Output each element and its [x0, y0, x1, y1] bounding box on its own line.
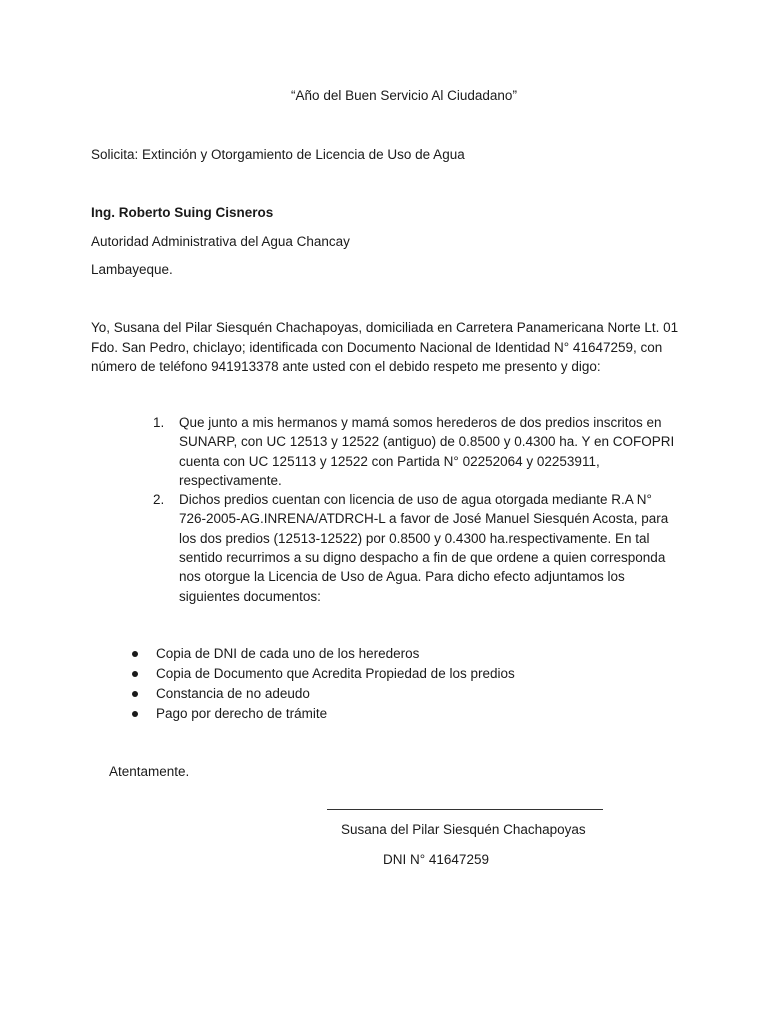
- bullet-icon: [132, 651, 138, 657]
- attachment-label: Pago por derecho de trámite: [156, 706, 328, 721]
- intro-line: número de teléfono 941913378 ante usted con el debido respeto me presento y digo:: [91, 359, 601, 374]
- item-line: Dichos predios cuentan con licencia de uso de agua otorgada mediante R.A N°: [179, 492, 652, 508]
- intro-line: Fdo. San Pedro, chiclayo; identificada con Documento Nacional de Identidad N° 41647259, con: [91, 339, 663, 355]
- item-line: 726-2005-AG.INRENA/ATDRCH-L a favor de José Manuel Siesquén Acosta, para: [179, 511, 669, 527]
- numbered-item: [0, 490, 768, 606]
- attachments-list: [0, 644, 768, 724]
- item-line: nos otorgue la Licencia de Uso de Agua. Para dicho efecto adjuntamos los: [179, 569, 625, 585]
- item-line: siguientes documentos:: [179, 588, 321, 604]
- addressee-organization: Autoridad Administrativa del Agua Chancay: [91, 234, 350, 249]
- attachment-item: [0, 704, 768, 724]
- signer-name: Susana del Pilar Siesquén Chachapoyas: [341, 822, 586, 837]
- numbered-item: [0, 413, 768, 490]
- item-line: los dos predios (12513-12522) por 0.8500 y 0.4300 ha.respectivamente. En tal: [179, 530, 650, 546]
- signer-dni: DNI N° 41647259: [383, 852, 489, 867]
- bullet-icon: [132, 671, 138, 677]
- attachment-item: [0, 664, 768, 684]
- numbered-list: [0, 413, 768, 606]
- item-line: sentido recurrimos a su digno despacho a fin de que ordene a quien corresponda: [179, 550, 666, 566]
- addressee-name: Ing. Roberto Suing Cisneros: [91, 205, 274, 220]
- item-line: SUNARP, con UC 12513 y 12522 (antiguo) de 0.8500 y 0.4300 ha. Y en COFOPRI: [179, 434, 675, 450]
- closing-salutation: Atentamente.: [109, 764, 190, 779]
- item-line: respectivamente.: [179, 472, 282, 488]
- item-line: cuenta con UC 125113 y 12522 con Partida N° 02252064 y 02253911,: [179, 453, 600, 469]
- intro-paragraph: [91, 318, 711, 377]
- item-number: 1.: [153, 415, 165, 430]
- bullet-icon: [132, 691, 138, 697]
- attachment-item: [0, 684, 768, 704]
- attachment-label: Copia de DNI de cada uno de los herederos: [156, 646, 420, 661]
- intro-line: Yo, Susana del Pilar Siesquén Chachapoyas, domiciliada en Carretera Panamericana Norte Lt. 01: [91, 320, 679, 335]
- item-text: [179, 490, 699, 606]
- signature-line: [327, 809, 603, 810]
- attachment-item: [0, 644, 768, 664]
- item-number: 2.: [153, 492, 165, 508]
- item-line: Que junto a mis hermanos y mamá somos herederos de dos predios inscritos en: [179, 415, 662, 430]
- attachment-label: Constancia de no adeudo: [156, 686, 310, 701]
- bullet-icon: [132, 711, 138, 717]
- addressee-city: Lambayeque.: [91, 262, 173, 277]
- attachment-label: Copia de Documento que Acredita Propiedad de los predios: [156, 666, 515, 681]
- year-motto: “Año del Buen Servicio Al Ciudadano”: [291, 88, 517, 103]
- subject-line: Solicita: Extinción y Otorgamiento de Licencia de Uso de Agua: [91, 147, 465, 162]
- item-text: [179, 413, 699, 490]
